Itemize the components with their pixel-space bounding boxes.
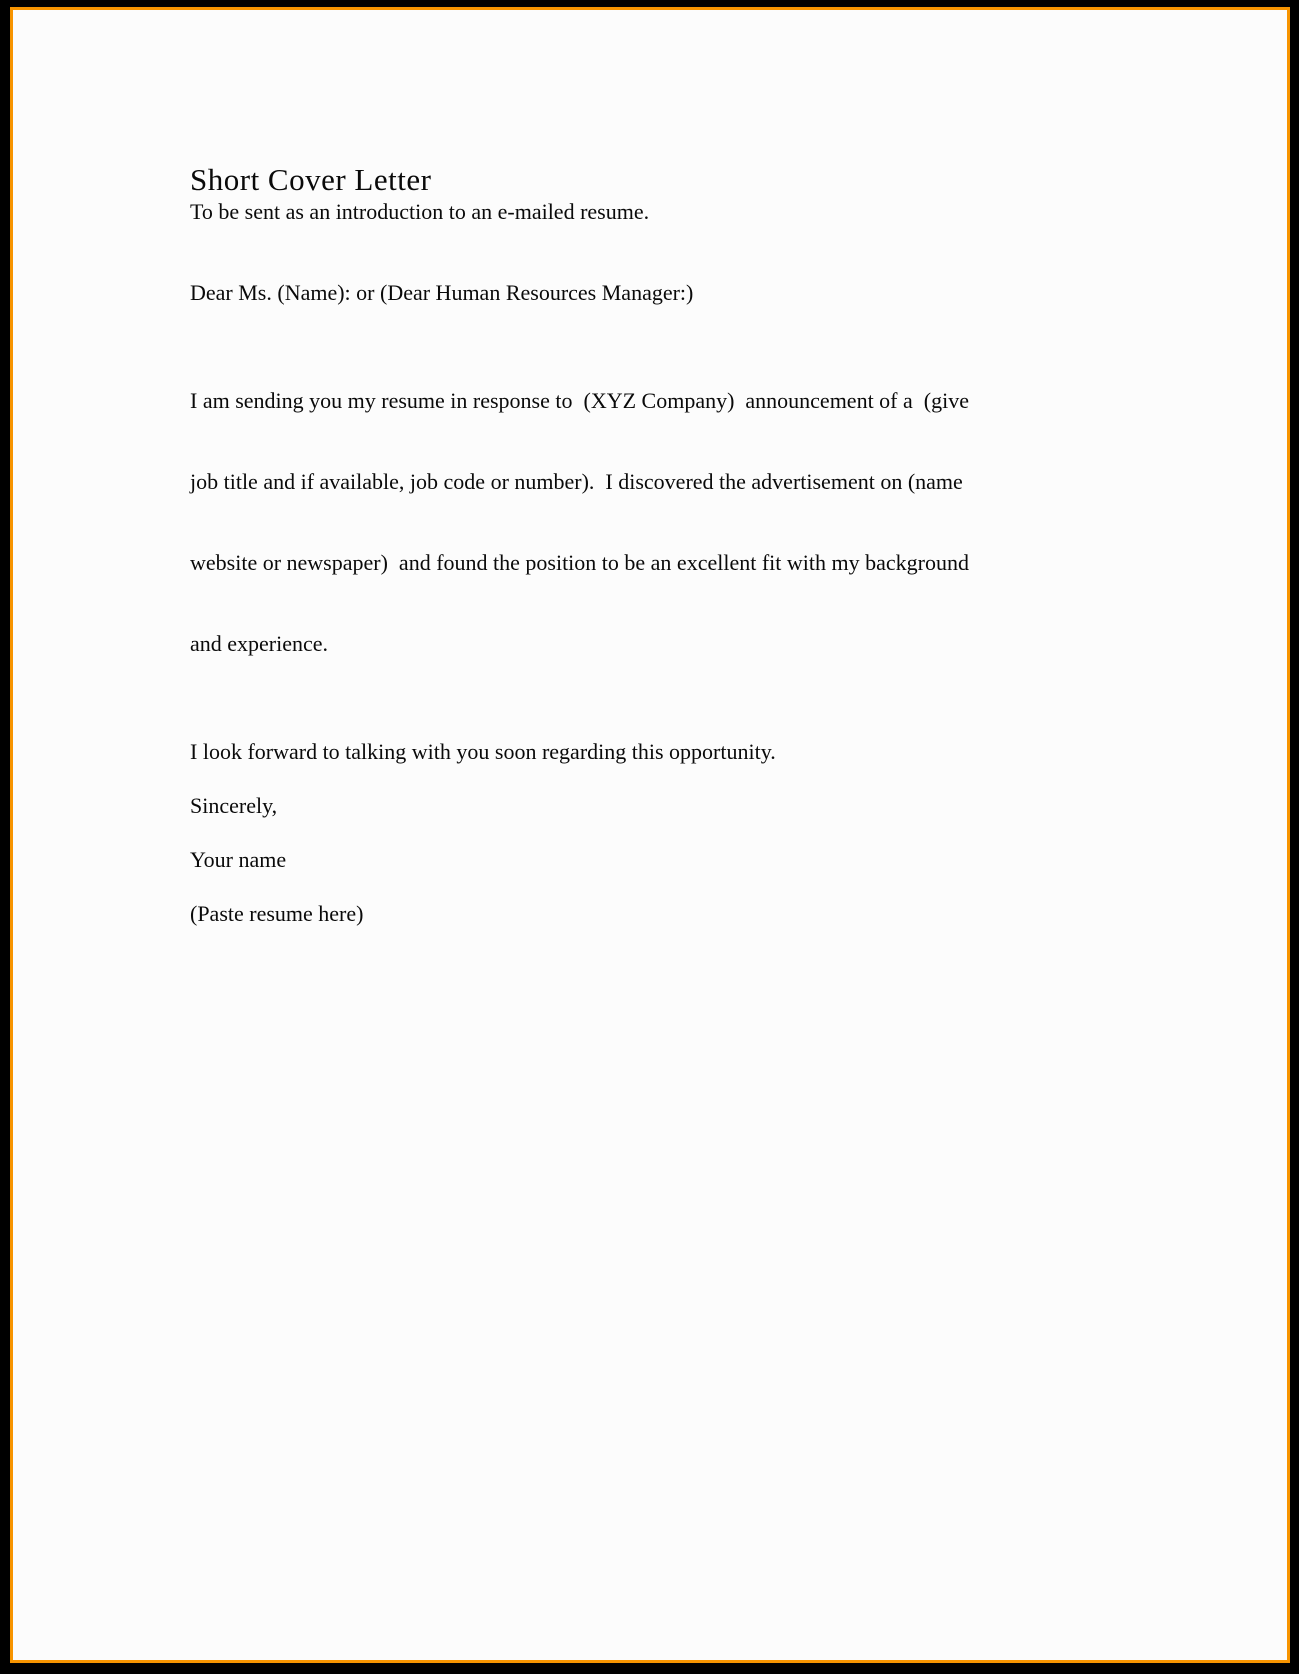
letter-title: Short Cover Letter: [190, 162, 432, 197]
body-line: and experience.: [190, 631, 329, 656]
body-line: job title and if available, job code or number). I discovered the advertisement on (name: [190, 469, 963, 494]
body-line: website or newspaper) and found the position to be an excellent fit with my background: [190, 550, 969, 575]
body-paragraph: [190, 333, 1050, 711]
letter-subtitle: To be sent as an introduction to an e-mailed resume.: [190, 199, 650, 224]
body-line: I am sending you my resume in response to (XYZ Company) announcement of a (give: [190, 388, 969, 413]
paste-resume-placeholder: (Paste resume here): [190, 901, 364, 926]
closing-paragraph: I look forward to talking with you soon regarding this opportunity.: [190, 739, 776, 764]
greeting-line: Dear Ms. (Name): or (Dear Human Resources Manager:): [190, 280, 694, 305]
signoff-line: Sincerely,: [190, 793, 278, 818]
document-page: [10, 7, 1290, 1663]
letter-content: [13, 10, 1287, 927]
signature-placeholder: Your name: [190, 847, 287, 872]
